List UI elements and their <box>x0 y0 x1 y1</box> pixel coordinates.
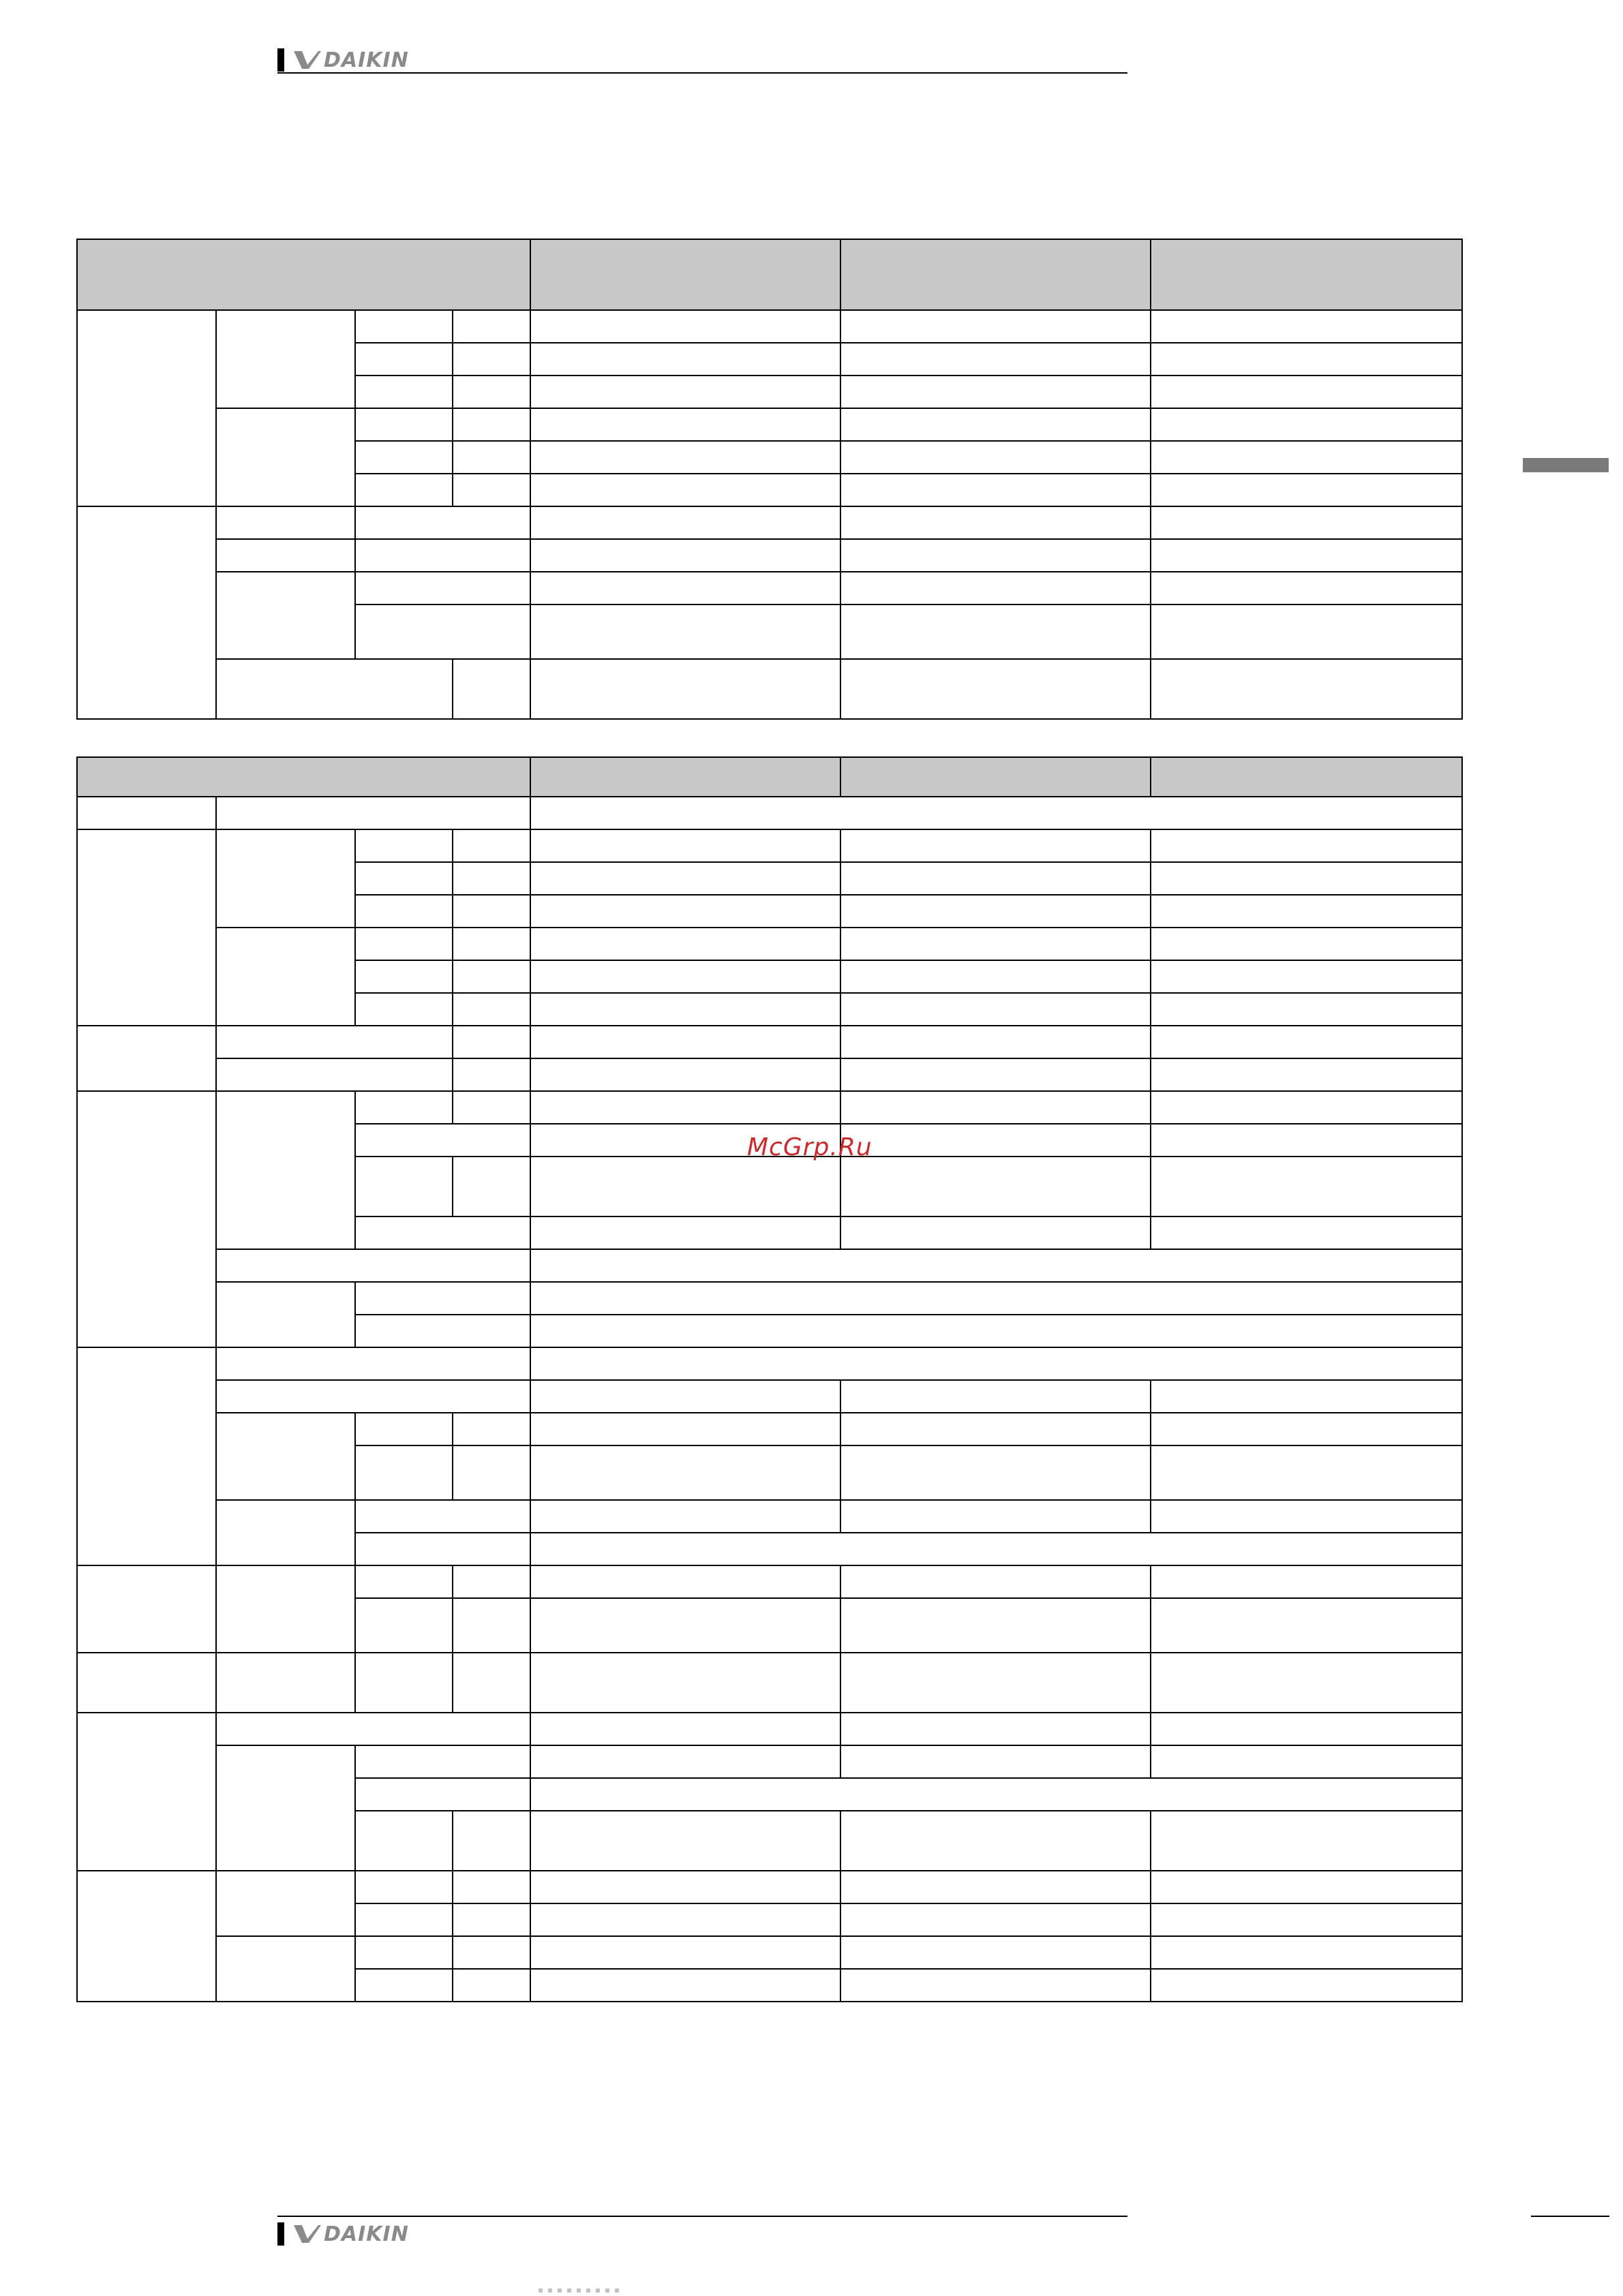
t1-value <box>530 572 840 604</box>
t2-cell <box>355 1282 530 1315</box>
t2-group <box>77 1026 216 1091</box>
t2-cell <box>216 1713 530 1745</box>
t2-value <box>840 862 1151 895</box>
t1-cell <box>355 474 453 506</box>
t2-cell <box>355 1445 453 1500</box>
t1-value <box>1151 441 1462 474</box>
t1-sub-b3 <box>216 572 355 659</box>
t1-value <box>840 506 1151 539</box>
t2-value <box>1151 1380 1462 1413</box>
t1-unit <box>453 474 530 506</box>
t2-sub <box>216 1282 355 1347</box>
t2-value <box>1151 1565 1462 1598</box>
t2-sub <box>216 1091 355 1249</box>
t2-value <box>1151 1091 1462 1124</box>
t2-cell <box>355 993 453 1026</box>
t2-value <box>530 1445 840 1500</box>
t1-header-col2 <box>840 239 1151 310</box>
t2-value <box>530 1969 840 2002</box>
t2-value <box>530 1565 840 1598</box>
header-brand: DAIKIN <box>324 48 409 72</box>
t1-unit <box>453 376 530 408</box>
t2-group <box>77 1091 216 1347</box>
t2-value <box>1151 1969 1462 2002</box>
t2-cell <box>355 928 453 960</box>
t2-value <box>1151 1653 1462 1713</box>
t1-value <box>840 376 1151 408</box>
t2-value <box>840 1445 1151 1500</box>
t2-value <box>1151 1811 1462 1871</box>
t2-value <box>840 1936 1151 1969</box>
t2-value-merged <box>530 1249 1462 1282</box>
logo-bar <box>277 2222 284 2246</box>
page-number-rule <box>1531 2216 1609 2217</box>
t2-value-merged <box>530 1778 1462 1811</box>
t2-group <box>77 1653 216 1713</box>
t2-value-merged <box>530 1533 1462 1565</box>
t2-unit <box>453 960 530 993</box>
t1-value <box>840 572 1151 604</box>
t2-sub <box>216 1653 355 1713</box>
t1-sub-a2 <box>216 408 355 506</box>
t2-cell <box>355 1413 453 1445</box>
t2-value <box>840 1713 1151 1745</box>
t1-header-col3 <box>1151 239 1462 310</box>
t2-group <box>77 1347 216 1565</box>
t1-group-b <box>77 506 216 719</box>
t2-value <box>840 1598 1151 1653</box>
t1-cell <box>355 310 453 343</box>
t2-sub <box>216 928 355 1026</box>
t2-value <box>1151 1500 1462 1533</box>
t2-sub <box>216 1565 355 1653</box>
t1-header-col1 <box>530 239 840 310</box>
t2-value <box>1151 1745 1462 1778</box>
t2-cell <box>355 1565 453 1598</box>
t2-value <box>840 960 1151 993</box>
t2-value <box>530 1091 840 1124</box>
t2-value <box>1151 829 1462 862</box>
t2-value <box>1151 1713 1462 1745</box>
t2-header-col2 <box>840 757 1151 797</box>
t1-sub-a1 <box>216 310 355 408</box>
daikin-mark-icon <box>292 50 322 70</box>
t1-value <box>530 408 840 441</box>
t2-value <box>530 1058 840 1091</box>
t2-unit <box>453 1091 530 1124</box>
t2-cell <box>355 1811 453 1871</box>
t2-value <box>1151 1413 1462 1445</box>
t2-cell <box>355 829 453 862</box>
t2-unit <box>453 1598 530 1653</box>
t2-value <box>530 829 840 862</box>
t1-value <box>840 441 1151 474</box>
t2-cell <box>355 1969 453 2002</box>
t2-cell <box>355 1936 453 1969</box>
t2-value <box>530 895 840 928</box>
t2-cell <box>216 1058 453 1091</box>
t2-cell <box>216 1249 530 1282</box>
t2-value <box>530 960 840 993</box>
t2-unit <box>453 1936 530 1969</box>
t1-cell <box>355 343 453 376</box>
t2-sub <box>216 1500 355 1565</box>
t1-value <box>530 604 840 659</box>
t1-unit <box>453 441 530 474</box>
t2-value <box>530 993 840 1026</box>
t2-value <box>840 1216 1151 1249</box>
spec-table-1 <box>76 239 1463 720</box>
t2-unit <box>453 1058 530 1091</box>
t2-sub <box>216 1413 355 1500</box>
t1-value <box>1151 310 1462 343</box>
t2-value <box>530 1903 840 1936</box>
t1-sub-b1 <box>216 506 355 539</box>
t1-unit <box>453 310 530 343</box>
t1-value <box>530 474 840 506</box>
t1-value <box>530 441 840 474</box>
t1-unit <box>453 343 530 376</box>
t1-value <box>1151 376 1462 408</box>
t1-value <box>1151 408 1462 441</box>
scan-artifact <box>539 2289 620 2293</box>
t1-unit <box>453 659 530 719</box>
t2-sub <box>216 1871 355 1936</box>
t2-value <box>1151 1445 1462 1500</box>
t2-value-merged <box>530 797 1462 829</box>
t2-cell <box>355 1124 530 1157</box>
t2-value-merged <box>530 1347 1462 1380</box>
t2-cell <box>355 1091 453 1124</box>
t1-value <box>1151 343 1462 376</box>
t2-cell <box>216 797 530 829</box>
spec-table-2 <box>76 756 1463 2002</box>
t2-value <box>840 1026 1151 1058</box>
t2-unit <box>453 895 530 928</box>
t1-value <box>530 343 840 376</box>
t2-cell <box>355 1500 530 1533</box>
t2-value-merged <box>530 1282 1462 1315</box>
t1-value <box>840 474 1151 506</box>
t2-value <box>1151 960 1462 993</box>
t2-unit <box>453 928 530 960</box>
t2-value <box>1151 1026 1462 1058</box>
t1-value <box>530 659 840 719</box>
t1-sub-b2 <box>216 539 355 572</box>
t2-header-col3 <box>1151 757 1462 797</box>
t2-value <box>840 1500 1151 1533</box>
t2-cell <box>355 1903 453 1936</box>
t2-sub <box>216 829 355 928</box>
t1-value <box>1151 572 1462 604</box>
footer-logo <box>277 2222 409 2246</box>
footer-rule <box>277 2216 1127 2217</box>
t1-cell <box>355 539 530 572</box>
t2-sub <box>216 1745 355 1871</box>
t1-value <box>1151 539 1462 572</box>
t2-value <box>1151 1936 1462 1969</box>
t2-cell <box>355 895 453 928</box>
t1-value <box>840 343 1151 376</box>
t1-cell <box>355 506 530 539</box>
t1-cell <box>355 572 530 604</box>
t1-group-a <box>77 310 216 506</box>
t2-value <box>530 1871 840 1903</box>
watermark-text: McGrp.Ru <box>747 1133 873 1161</box>
t2-cell <box>355 1745 530 1778</box>
t2-value <box>840 1653 1151 1713</box>
section-tab <box>1523 458 1609 472</box>
t2-value <box>840 928 1151 960</box>
t2-group <box>77 1713 216 1871</box>
t2-cell <box>216 1026 453 1058</box>
logo-bar <box>277 48 284 72</box>
t2-value <box>840 993 1151 1026</box>
t2-value <box>840 1058 1151 1091</box>
t2-value <box>530 1745 840 1778</box>
t2-value <box>530 1713 840 1745</box>
t1-value <box>840 659 1151 719</box>
header-rule <box>277 72 1127 74</box>
t1-cell <box>355 408 453 441</box>
t2-value <box>1151 1903 1462 1936</box>
t2-value <box>1151 928 1462 960</box>
t1-value <box>1151 604 1462 659</box>
t1-cell <box>355 441 453 474</box>
t1-value <box>1151 474 1462 506</box>
t2-unit <box>453 1969 530 2002</box>
t2-group <box>77 797 216 829</box>
t2-value <box>840 895 1151 928</box>
t2-cell <box>355 960 453 993</box>
t2-value <box>530 1413 840 1445</box>
t2-unit <box>453 993 530 1026</box>
t2-value <box>530 928 840 960</box>
t2-header-col1 <box>530 757 840 797</box>
t2-value <box>530 1380 840 1413</box>
t1-value <box>840 539 1151 572</box>
t2-value <box>1151 895 1462 928</box>
t2-cell <box>355 1653 453 1713</box>
t2-group <box>77 1871 216 2002</box>
t2-cell <box>355 1157 453 1216</box>
t2-value <box>1151 1058 1462 1091</box>
t2-unit <box>453 1811 530 1871</box>
t2-value <box>530 862 840 895</box>
t2-cell <box>355 862 453 895</box>
t2-cell <box>355 1871 453 1903</box>
t1-cell <box>355 604 530 659</box>
t2-cell <box>216 1380 530 1413</box>
t2-value <box>1151 1598 1462 1653</box>
t1-value <box>840 310 1151 343</box>
t2-value <box>1151 993 1462 1026</box>
t2-value-merged <box>530 1315 1462 1347</box>
t2-unit <box>453 1026 530 1058</box>
t2-header-label <box>77 757 530 797</box>
t2-value <box>840 1413 1151 1445</box>
t2-unit <box>453 1653 530 1713</box>
t2-value <box>530 1936 840 1969</box>
t2-value <box>840 1157 1151 1216</box>
t2-sub <box>216 1936 355 2002</box>
t2-value <box>1151 862 1462 895</box>
t2-value <box>530 1500 840 1533</box>
t1-sub-b4 <box>216 659 453 719</box>
t2-value <box>840 1903 1151 1936</box>
t2-value <box>530 1598 840 1653</box>
t2-value <box>840 1745 1151 1778</box>
t2-value <box>1151 1157 1462 1216</box>
t2-value <box>1151 1871 1462 1903</box>
t2-cell <box>216 1347 530 1380</box>
t1-value <box>530 376 840 408</box>
t2-group <box>77 1565 216 1653</box>
footer-brand: DAIKIN <box>324 2222 409 2246</box>
t2-value <box>530 1653 840 1713</box>
t2-unit <box>453 1565 530 1598</box>
t2-unit <box>453 1445 530 1500</box>
t1-value <box>840 408 1151 441</box>
t1-header-label <box>77 239 530 310</box>
t2-value <box>840 1969 1151 2002</box>
t2-value <box>1151 1216 1462 1249</box>
t2-unit <box>453 1871 530 1903</box>
t2-cell <box>355 1598 453 1653</box>
t2-value <box>840 1380 1151 1413</box>
t2-unit <box>453 829 530 862</box>
t2-value <box>840 1871 1151 1903</box>
t2-value <box>530 1026 840 1058</box>
t2-unit <box>453 1157 530 1216</box>
t2-cell <box>355 1778 530 1811</box>
t1-value <box>1151 659 1462 719</box>
t2-unit <box>453 1413 530 1445</box>
t1-value <box>530 539 840 572</box>
t2-cell <box>355 1315 530 1347</box>
t2-cell <box>355 1216 530 1249</box>
t2-value <box>840 1124 1151 1157</box>
t2-value <box>530 1157 840 1216</box>
t1-cell <box>355 376 453 408</box>
t1-value <box>530 310 840 343</box>
t2-value <box>840 1811 1151 1871</box>
daikin-mark-icon <box>292 2224 322 2244</box>
t1-value <box>840 604 1151 659</box>
t1-unit <box>453 408 530 441</box>
t2-value <box>1151 1124 1462 1157</box>
t1-value <box>530 506 840 539</box>
t2-unit <box>453 862 530 895</box>
t2-value <box>840 829 1151 862</box>
t1-value <box>1151 506 1462 539</box>
t2-value <box>530 1216 840 1249</box>
t2-value <box>840 1091 1151 1124</box>
t2-value <box>840 1565 1151 1598</box>
t2-cell <box>355 1533 530 1565</box>
t2-value <box>530 1811 840 1871</box>
t2-unit <box>453 1903 530 1936</box>
t2-group <box>77 829 216 1026</box>
header-logo <box>277 48 409 72</box>
